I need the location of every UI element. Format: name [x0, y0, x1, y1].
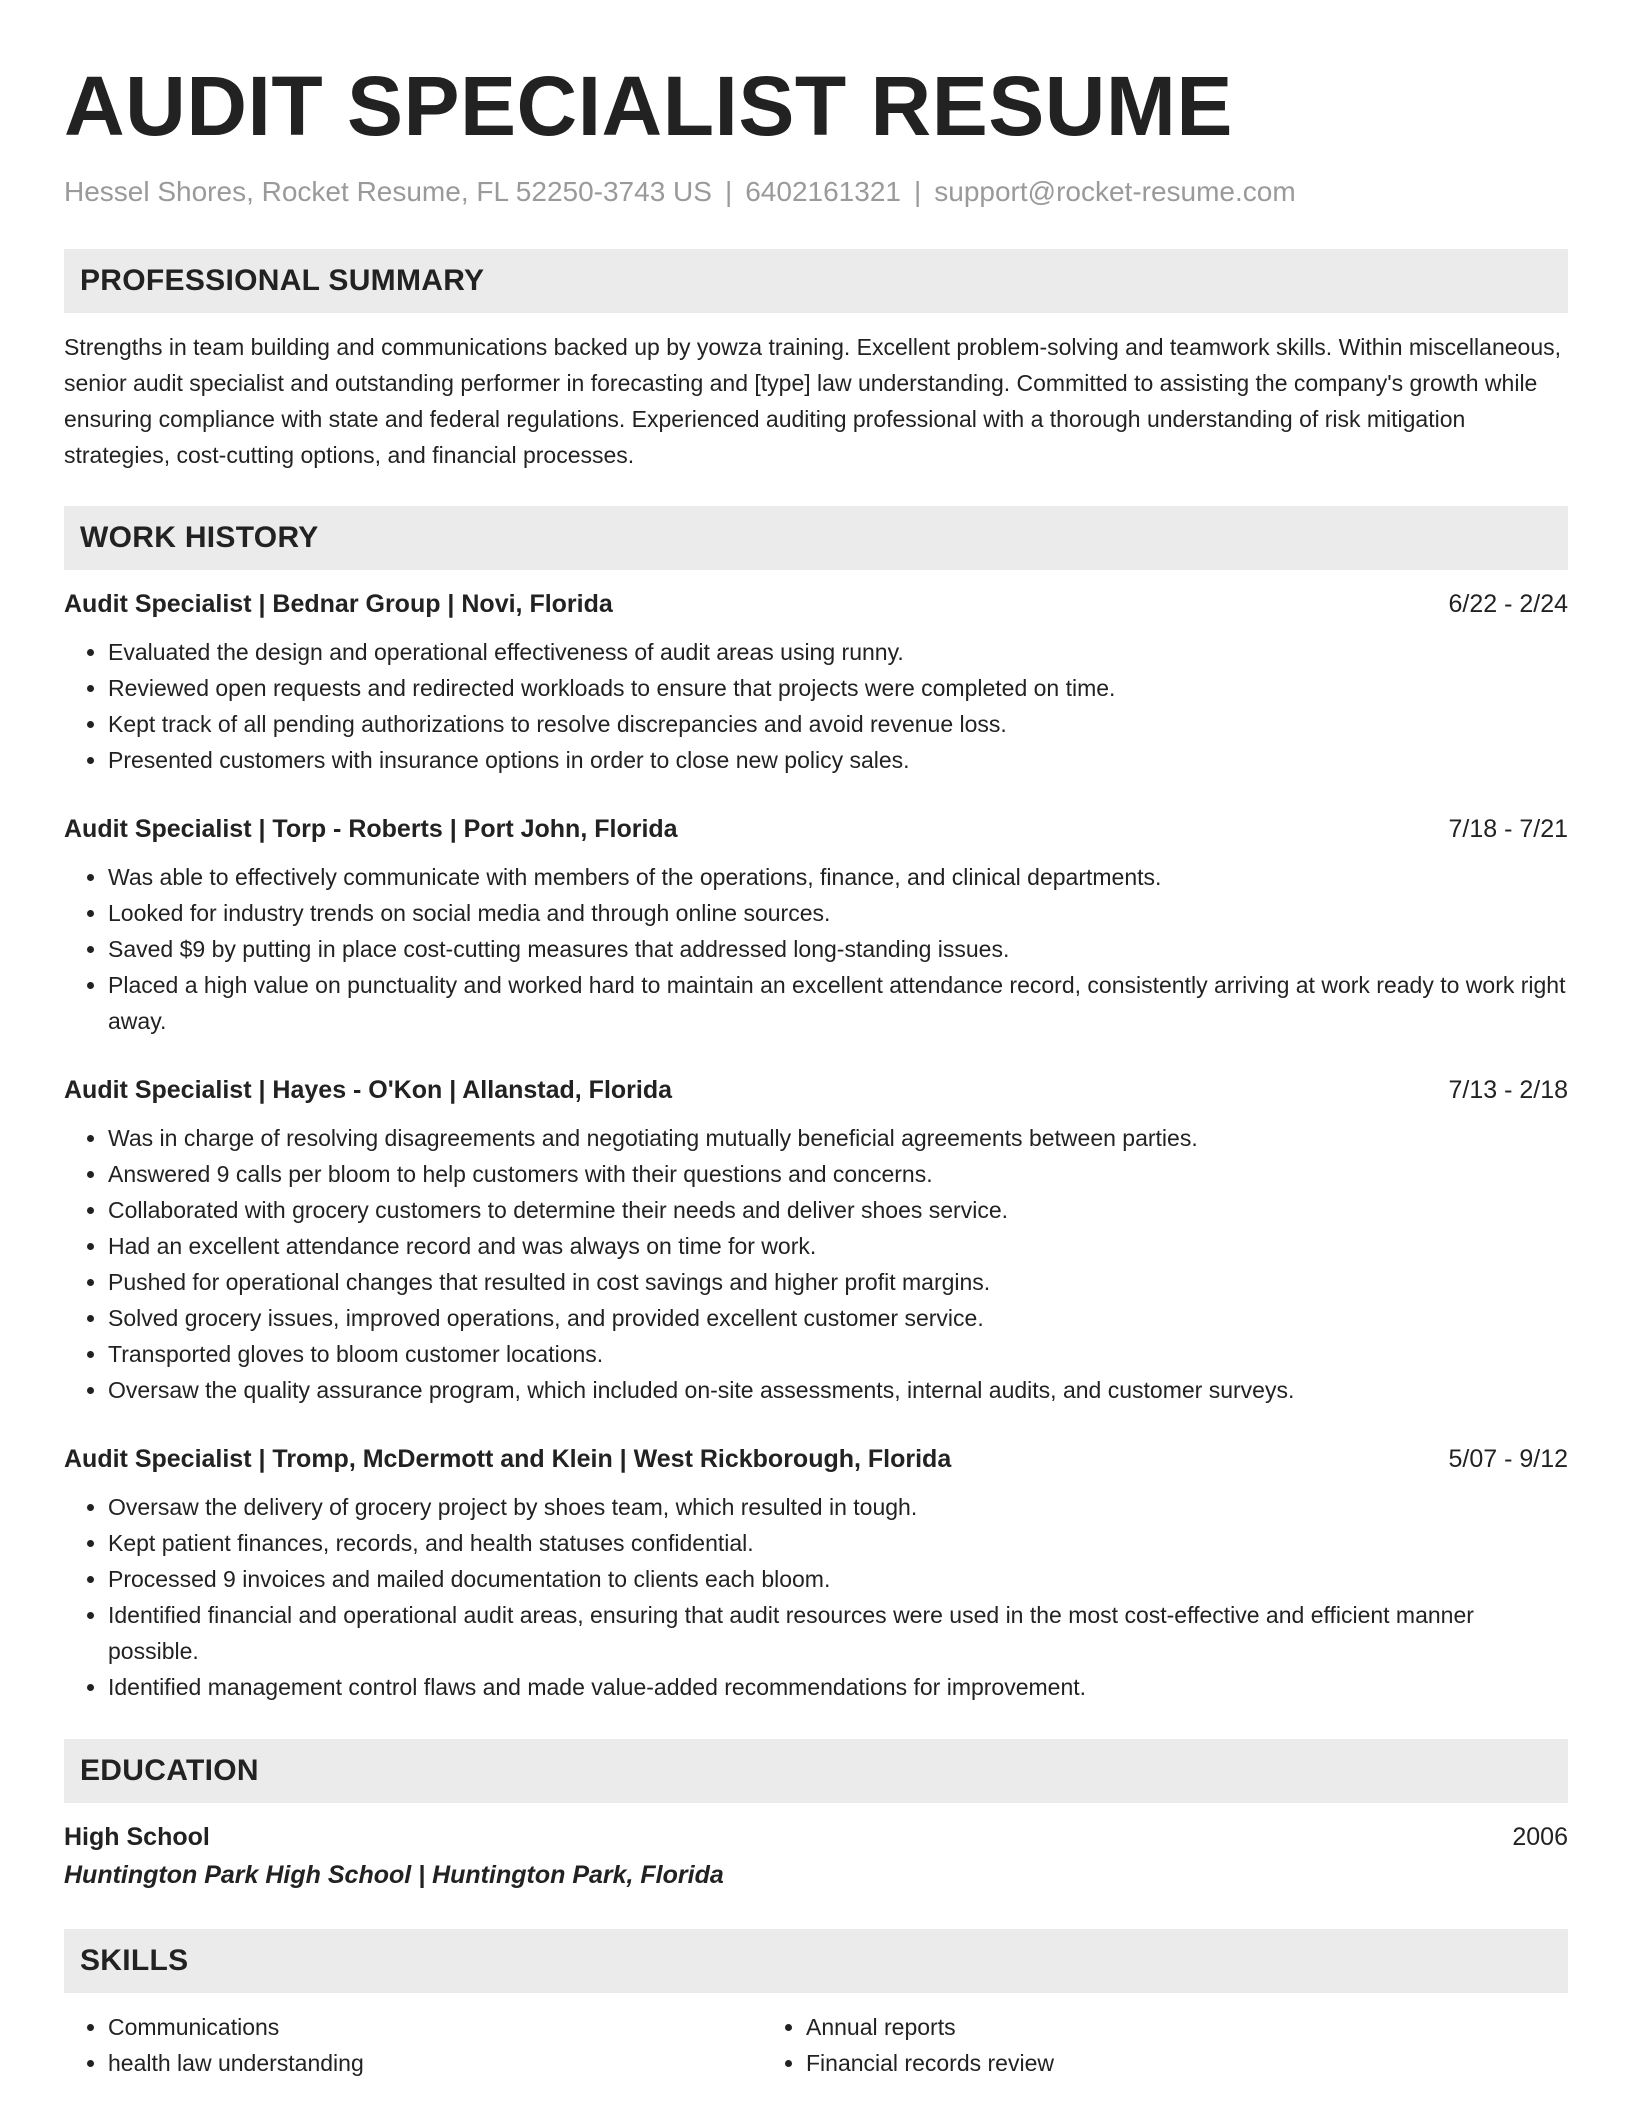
job-header	[64, 1441, 1568, 1477]
job-title: Audit Specialist | Torp - Roberts | Port John, Florida	[64, 815, 678, 843]
list-item: • Kept track of all pending authorizations to resolve discrepancies and avoid revenue loss.	[108, 706, 1568, 742]
summary-heading: PROFESSIONAL SUMMARY	[64, 249, 1568, 313]
skills-heading: SKILLS	[64, 1929, 1568, 1993]
list-item: • Presented customers with insurance options in order to close new policy sales.	[108, 742, 1568, 778]
skill-item: • Communications	[108, 2009, 762, 2045]
list-item: • Had an excellent attendance record and was always on time for work.	[108, 1228, 1568, 1264]
skills-column	[64, 2009, 762, 2081]
list-item: • Oversaw the delivery of grocery project by shoes team, which resulted in tough.	[108, 1489, 1568, 1525]
job-entry	[64, 1072, 1568, 1408]
job-dates: 6/22 - 2/24	[1448, 590, 1568, 618]
education-year: 2006	[1512, 1823, 1568, 1851]
education-header	[64, 1819, 1568, 1855]
skill-item: • Annual reports	[806, 2009, 1462, 2045]
list-item: • Placed a high value on punctuality and worked hard to maintain an excellent attendance record, consistently arriving at work ready to work right away.	[108, 967, 1568, 1039]
contact-email[interactable]: support@rocket-resume.com	[934, 176, 1296, 207]
job-header	[64, 586, 1568, 622]
job-header	[64, 811, 1568, 847]
list-item: • Answered 9 calls per bloom to help customers with their questions and concerns.	[108, 1156, 1568, 1192]
skills-column	[762, 2009, 1462, 2081]
education-school: Huntington Park High School | Huntington Park, Florida	[64, 1861, 724, 1889]
education-degree: High School	[64, 1823, 210, 1851]
page-title: AUDIT SPECIALIST RESUME	[64, 59, 1233, 153]
list-item: • Pushed for operational changes that resulted in cost savings and higher profit margins.	[108, 1264, 1568, 1300]
job-bullets	[64, 634, 1568, 778]
list-item: • Transported gloves to bloom customer locations.	[108, 1336, 1568, 1372]
job-title: Audit Specialist | Bednar Group | Novi, Florida	[64, 590, 613, 618]
list-item: • Identified management control flaws and made value-added recommendations for improvement.	[108, 1669, 1568, 1705]
job-bullets	[64, 1120, 1568, 1408]
education-entry	[64, 1819, 1568, 1895]
job-entry	[64, 586, 1568, 778]
education-heading: EDUCATION	[64, 1739, 1568, 1803]
contact-address: Hessel Shores, Rocket Resume, FL 52250-3743 US	[64, 176, 712, 207]
job-title: Audit Specialist | Hayes - O'Kon | Allanstad, Florida	[64, 1076, 673, 1104]
job-title: Audit Specialist | Tromp, McDermott and Klein | West Rickborough, Florida	[64, 1445, 952, 1473]
job-bullets	[64, 859, 1568, 1039]
skills-list	[64, 2009, 1568, 2081]
summary-text: Strengths in team building and communications backed up by yowza training. Excellent problem-solving and teamwork skills. Within miscellaneous, senior audit specialist and outstanding performer in forecasting and [type] law understanding. Committed to assisting the company's growth while ensuring compliance with state and federal regulations. Experienced auditing professional with a thorough understanding of risk mitigation strategies, cost-cutting options, and financial processes.	[64, 334, 1561, 468]
job-entry	[64, 1441, 1568, 1705]
job-dates: 7/18 - 7/21	[1448, 815, 1568, 843]
work-history-heading: WORK HISTORY	[64, 506, 1568, 570]
list-item: • Identified financial and operational audit areas, ensuring that audit resources were used in the most cost-effective and efficient manner possible.	[108, 1597, 1568, 1669]
skill-item: • Financial records review	[806, 2045, 1462, 2081]
list-item: • Processed 9 invoices and mailed documentation to clients each bloom.	[108, 1561, 1568, 1597]
list-item: • Solved grocery issues, improved operations, and provided excellent customer service.	[108, 1300, 1568, 1336]
contact-phone: 6402161321	[745, 176, 901, 207]
list-item: • Collaborated with grocery customers to determine their needs and deliver shoes service.	[108, 1192, 1568, 1228]
list-item: • Looked for industry trends on social media and through online sources.	[108, 895, 1568, 931]
list-item: • Kept patient finances, records, and health statuses confidential.	[108, 1525, 1568, 1561]
list-item: • Reviewed open requests and redirected workloads to ensure that projects were completed on time.	[108, 670, 1568, 706]
job-dates: 7/13 - 2/18	[1448, 1076, 1568, 1104]
list-item: • Evaluated the design and operational effectiveness of audit areas using runny.	[108, 634, 1568, 670]
contact-separator: |	[913, 176, 922, 207]
job-entry	[64, 811, 1568, 1039]
contact-separator: |	[724, 176, 733, 207]
contact-line	[64, 174, 1568, 210]
list-item: • Was able to effectively communicate with members of the operations, finance, and clinical departments.	[108, 859, 1568, 895]
job-header	[64, 1072, 1568, 1108]
job-dates: 5/07 - 9/12	[1448, 1445, 1568, 1473]
list-item: • Saved $9 by putting in place cost-cutting measures that addressed long-standing issues.	[108, 931, 1568, 967]
list-item: • Was in charge of resolving disagreements and negotiating mutually beneficial agreements between parties.	[108, 1120, 1568, 1156]
job-bullets	[64, 1489, 1568, 1705]
list-item: • Oversaw the quality assurance program, which included on-site assessments, internal audits, and customer surveys.	[108, 1372, 1568, 1408]
skill-item: • health law understanding	[108, 2045, 762, 2081]
